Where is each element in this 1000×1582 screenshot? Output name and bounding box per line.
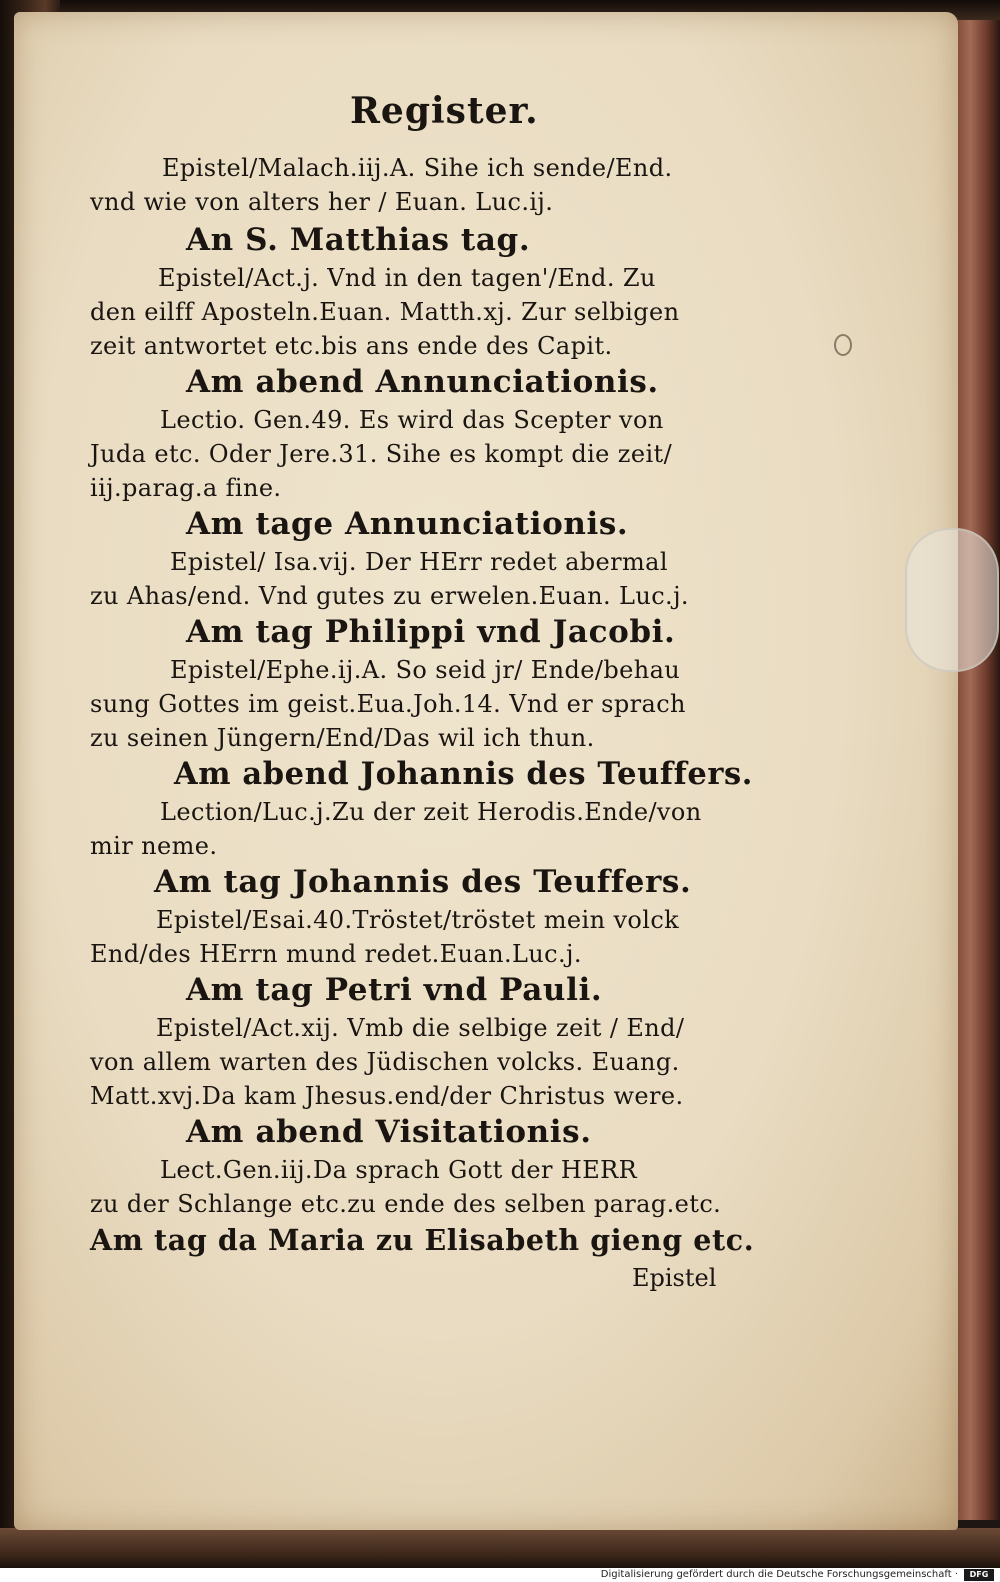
dfg-logo: DFG: [964, 1569, 994, 1581]
running-title: Register.: [350, 90, 539, 132]
text-line: Matt.xvj.Da kam Jhesus.end/der Christus were.: [90, 1082, 684, 1110]
funding-notice: Digitalisierung gefördert durch die Deutsche Forschungsgemeinschaft ·: [600, 1569, 958, 1580]
feast-heading: Am tag Philippi vnd Jacobi.: [186, 614, 676, 650]
feast-heading: Am abend Annunciationis.: [186, 364, 659, 400]
feast-heading: Am tag da Maria zu Elisabeth gieng etc.: [90, 1223, 755, 1257]
text-line: zeit antwortet etc.bis ans ende des Capit.: [90, 332, 613, 360]
text-line: zu Ahas/end. Vnd gutes zu erwelen.Euan. Luc.j.: [90, 582, 689, 610]
page-text-block: [14, 12, 958, 1530]
text-line: Epistel/ Isa.vij. Der HErr redet abermal: [170, 548, 668, 576]
stray-mark: [834, 334, 852, 356]
text-line: Epistel/Act.j. Vnd in den tagen'/End. Zu: [158, 264, 656, 292]
text-line: Epistel/Malach.iij.A. Sihe ich sende/End.: [162, 154, 673, 182]
text-line: Epistel/Act.xij. Vmb die selbige zeit / End/: [156, 1014, 685, 1042]
text-line: zu seinen Jüngern/End/Das wil ich thun.: [90, 724, 595, 752]
text-line: Lect.Gen.iij.Da sprach Gott der HERR: [160, 1156, 638, 1184]
feast-heading: Am tag Johannis des Teuffers.: [154, 864, 692, 900]
text-line: vnd wie von alters her / Euan. Luc.ij.: [90, 188, 554, 216]
catchword: Epistel: [632, 1264, 717, 1292]
book-binding-bottom: [0, 1528, 1000, 1568]
text-line: Juda etc. Oder Jere.31. Sihe es kompt die zeit/: [90, 440, 673, 468]
text-line: iij.parag.a fine.: [90, 474, 282, 502]
text-line: sung Gottes im geist.Eua.Joh.14. Vnd er sprach: [90, 690, 686, 718]
footer-bar: [0, 1568, 1000, 1582]
text-line: End/des HErrn mund redet.Euan.Luc.j.: [90, 940, 582, 968]
text-line: Lection/Luc.j.Zu der zeit Herodis.Ende/von: [160, 798, 702, 826]
text-line: zu der Schlange etc.zu ende des selben parag.etc.: [90, 1190, 722, 1218]
text-line: Epistel/Esai.40.Tröstet/tröstet mein volck: [156, 906, 680, 934]
feast-heading: Am abend Visitationis.: [186, 1114, 592, 1150]
text-line: Lectio. Gen.49. Es wird das Scepter von: [160, 406, 664, 434]
text-line: Epistel/Ephe.ij.A. So seid jr/ Ende/behau: [170, 656, 681, 684]
text-line: den eilff Aposteln.Euan. Matth.xj. Zur selbigen: [90, 298, 680, 326]
text-line: mir neme.: [90, 832, 218, 860]
text-line: von allem warten des Jüdischen volcks. Euang.: [90, 1048, 680, 1076]
feast-heading: An S. Matthias tag.: [186, 222, 531, 258]
feast-heading: Am tag Petri vnd Pauli.: [186, 972, 603, 1008]
paper-page: [14, 12, 958, 1530]
feast-heading: Am abend Johannis des Teuffers.: [174, 756, 754, 792]
feast-heading: Am tage Annunciationis.: [186, 506, 629, 542]
page-clip: [905, 528, 999, 672]
